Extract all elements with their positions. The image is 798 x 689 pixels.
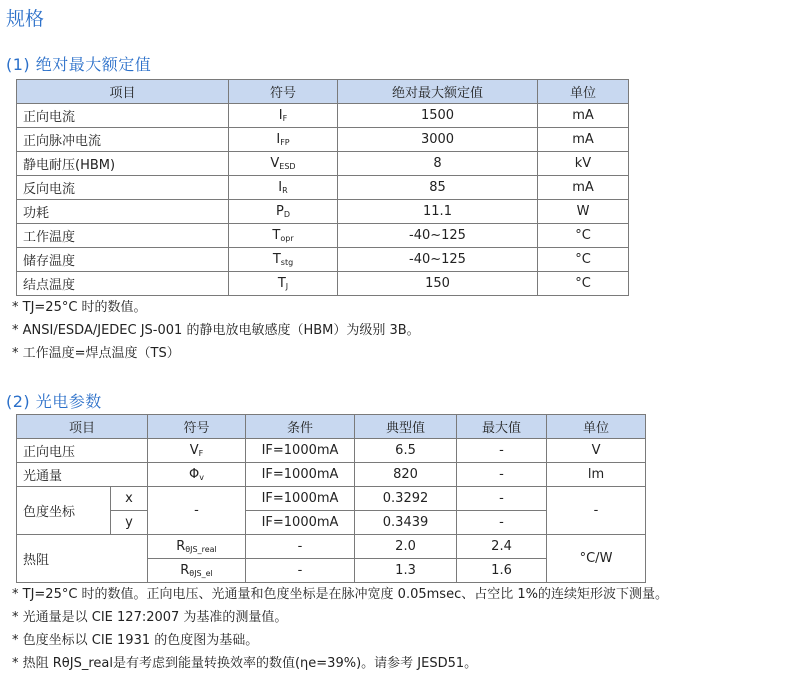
table-row	[17, 152, 629, 176]
symbol-cell: $T_{opr}$	[229, 224, 338, 248]
unit-cell: mA	[538, 176, 629, 200]
header-max: 最大值	[457, 415, 547, 439]
unit-cell: W	[538, 200, 629, 224]
typical-cell: 0.3292	[355, 487, 457, 511]
item-cell: 功耗	[17, 200, 229, 224]
item-cell: 反向电流	[17, 176, 229, 200]
symbol-cell: $\Phi_v$	[148, 463, 246, 487]
unit-cell: lm	[547, 463, 646, 487]
value-cell: 150	[338, 272, 538, 296]
unit-cell: °C/W	[547, 535, 646, 583]
header-condition: 条件	[246, 415, 355, 439]
unit-cell: mA	[538, 128, 629, 152]
value-cell: -40~125	[338, 248, 538, 272]
symbol-cell: $I_{FP}$	[229, 128, 338, 152]
unit-cell: °C	[538, 248, 629, 272]
table-row	[17, 128, 629, 152]
header-item: 项目	[17, 415, 148, 439]
max-cell: -	[457, 487, 547, 511]
symbol-cell: $T_{stg}$	[229, 248, 338, 272]
value-cell: 3000	[338, 128, 538, 152]
symbol-cell: $R_{\theta JS\_el}$	[148, 559, 246, 583]
sub-item-cell: y	[111, 511, 148, 535]
symbol-cell: $P_D$	[229, 200, 338, 224]
note-item: * TJ=25°C 时的数值。正向电压、光通量和色度坐标是在脉冲宽度 0.05msec、占空比 1%的连续矩形波下测量。	[12, 587, 668, 602]
symbol-cell: $I_R$	[229, 176, 338, 200]
item-cell: 工作温度	[17, 224, 229, 248]
item-cell: 静电耐压(HBM)	[17, 152, 229, 176]
unit-cell: -	[547, 487, 646, 535]
optical-body	[17, 439, 646, 583]
typical-cell: 820	[355, 463, 457, 487]
condition-cell: -	[246, 559, 355, 583]
condition-cell: -	[246, 535, 355, 559]
item-cell: 正向电压	[17, 439, 148, 463]
max-cell: -	[457, 463, 547, 487]
header-unit: 单位	[538, 80, 629, 104]
header-symbol: 符号	[229, 80, 338, 104]
symbol-cell: $R_{\theta JS\_real}$	[148, 535, 246, 559]
note-item: * 工作温度=焊点温度（TS）	[12, 346, 180, 361]
note-item: * 热阻 RθJS_real是有考虑到能量转换效率的数值(ηe=39%)。请参考 JESD51。	[12, 656, 478, 671]
note-item: * 色度坐标以 CIE 1931 的色度图为基础。	[12, 633, 259, 648]
item-cell: 正向脉冲电流	[17, 128, 229, 152]
table-header-row	[17, 80, 629, 104]
symbol-cell: $V_{ESD}$	[229, 152, 338, 176]
section-title-optical: (2) 光电参数	[6, 392, 102, 411]
header-rating: 绝对最大额定值	[338, 80, 538, 104]
table-row	[17, 224, 629, 248]
max-cell: -	[457, 511, 547, 535]
optical-notes	[12, 583, 668, 675]
header-unit: 单位	[547, 415, 646, 439]
item-cell: 结点温度	[17, 272, 229, 296]
value-cell: 8	[338, 152, 538, 176]
note-item: * TJ=25°C 时的数值。	[12, 300, 147, 315]
header-typical: 典型值	[355, 415, 457, 439]
item-cell: 正向电流	[17, 104, 229, 128]
table-row	[17, 487, 646, 511]
item-cell: 色度坐标	[17, 487, 111, 535]
table-row	[17, 200, 629, 224]
page-title: 规格	[6, 8, 45, 30]
condition-cell: IF=1000mA	[246, 439, 355, 463]
item-cell: 储存温度	[17, 248, 229, 272]
section-title-absolute-max: (1) 绝对最大额定值	[6, 55, 152, 74]
table-row	[17, 248, 629, 272]
note-item: * 光通量是以 CIE 127:2007 为基准的测量值。	[12, 610, 288, 625]
table-row	[17, 104, 629, 128]
table-row	[17, 439, 646, 463]
value-cell: -40~125	[338, 224, 538, 248]
table-header-row	[17, 415, 646, 439]
typical-cell: 2.0	[355, 535, 457, 559]
header-item: 项目	[17, 80, 229, 104]
header-symbol: 符号	[148, 415, 246, 439]
unit-cell: °C	[538, 224, 629, 248]
max-cell: 2.4	[457, 535, 547, 559]
typical-cell: 0.3439	[355, 511, 457, 535]
table-row	[17, 176, 629, 200]
max-cell: -	[457, 439, 547, 463]
condition-cell: IF=1000mA	[246, 511, 355, 535]
absolute-max-body	[17, 104, 629, 296]
table-row	[17, 535, 646, 559]
value-cell: 85	[338, 176, 538, 200]
unit-cell: kV	[538, 152, 629, 176]
condition-cell: IF=1000mA	[246, 487, 355, 511]
typical-cell: 1.3	[355, 559, 457, 583]
absolute-max-table	[16, 79, 629, 296]
sub-item-cell: x	[111, 487, 148, 511]
symbol-cell: $T_J$	[229, 272, 338, 296]
table-row	[17, 272, 629, 296]
symbol-cell: $I_F$	[229, 104, 338, 128]
absolute-max-notes	[12, 296, 420, 365]
table-row	[17, 463, 646, 487]
symbol-cell: $V_F$	[148, 439, 246, 463]
note-item: * ANSI/ESDA/JEDEC JS-001 的静电放电敏感度（HBM）为级别 3B。	[12, 323, 420, 338]
unit-cell: V	[547, 439, 646, 463]
max-cell: 1.6	[457, 559, 547, 583]
typical-cell: 6.5	[355, 439, 457, 463]
optical-table	[16, 414, 646, 583]
condition-cell: IF=1000mA	[246, 463, 355, 487]
value-cell: 11.1	[338, 200, 538, 224]
symbol-cell: -	[148, 487, 246, 535]
item-cell: 热阻	[17, 535, 148, 583]
value-cell: 1500	[338, 104, 538, 128]
item-cell: 光通量	[17, 463, 148, 487]
unit-cell: °C	[538, 272, 629, 296]
unit-cell: mA	[538, 104, 629, 128]
